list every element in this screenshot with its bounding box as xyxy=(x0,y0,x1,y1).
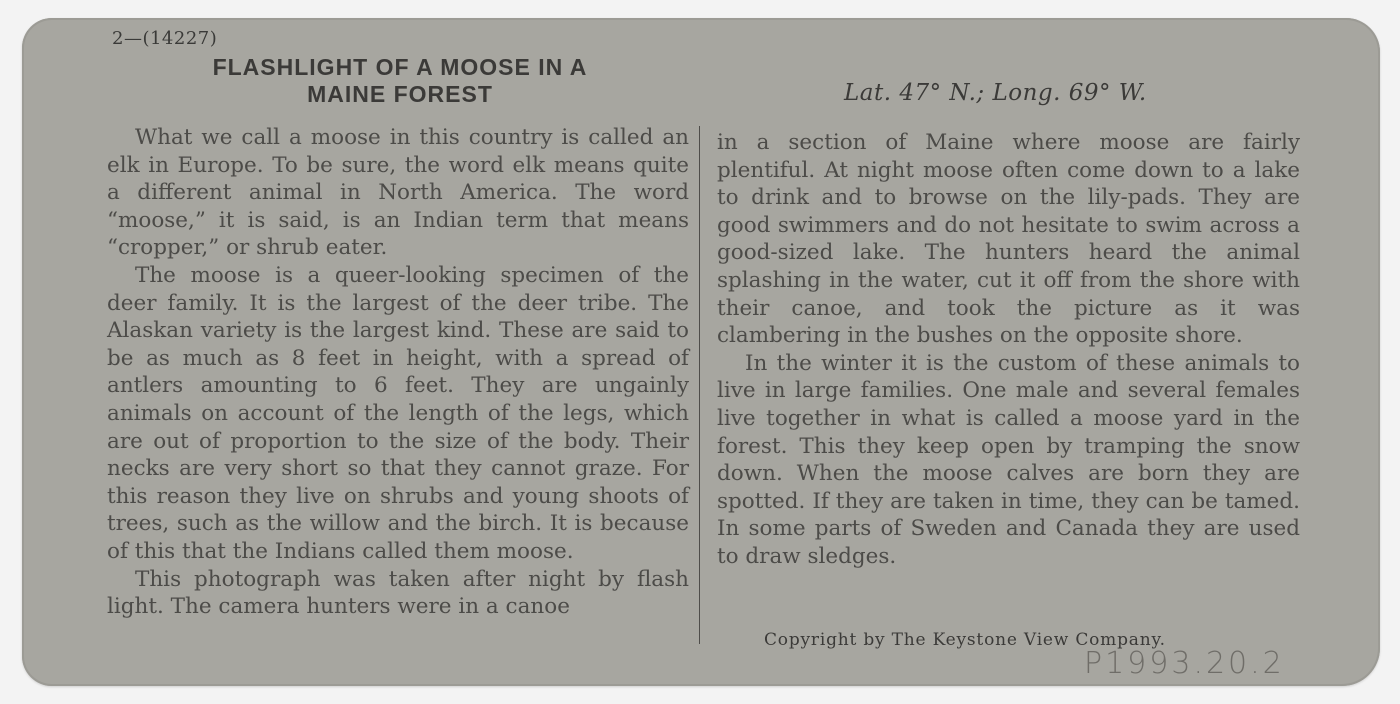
right-paragraph-1: in a section of Maine where moose are fairly plentiful. At night moose often come down to a lake to drink and to browse on the lily-pads. They are good swimmers and do not hesitate to swim across a good-sized lake. The hunters heard the animal splashing in the water, cut it off from the shore with their canoe, and took the picture as it was clambering in the bushes on the opposite shore. xyxy=(717,130,1300,349)
coordinates: Lat. 47° N.; Long. 69° W. xyxy=(844,80,1147,106)
accession-number: P1993.20.2 xyxy=(1084,646,1285,681)
card-title xyxy=(140,54,660,108)
column-divider xyxy=(699,126,700,644)
title-line-2: MAINE FOREST xyxy=(307,81,493,107)
left-paragraph-3: This photograph was taken after night by flash light. The camera hunters were in a canoe xyxy=(107,566,689,620)
right-paragraph-2: In the winter it is the custom of these animals to live in large families. One male and several females live together in what is called a moose yard in the forest. This they keep open by tramping the snow down. When the moose calves are born they are spotted. If they are taken in time, they can be tamed. In some parts of Sweden and Canada they are used to draw sledges. xyxy=(717,350,1300,569)
left-paragraph-2: The moose is a queer-looking specimen of the deer family. It is the largest of the deer tribe. The Alaskan variety is the largest kind. These are said to be as much as 8 feet in height, with a spread of antlers amounting to 6 feet. They are ungainly animals on account of the length of the legs, which are out of proportion to the size of the body. Their necks are very short so that they cannot graze. For this reason they live on shrubs and young shoots of trees, such as the willow and the birch. It is because of this that the Indians called them moose. xyxy=(107,262,689,564)
stereocard-back xyxy=(22,18,1380,686)
right-column xyxy=(717,129,1300,571)
title-line-1: FLASHLIGHT OF A MOOSE IN A xyxy=(212,54,588,80)
left-paragraph-1: What we call a moose in this country is called an elk in Europe. To be sure, the word elk means quite a different animal in North America. The word “moose,” it is said, is an Indian term that means “cropper,” or shrub eater. xyxy=(107,125,689,261)
serial-number: 2—(14227) xyxy=(112,28,218,49)
copyright-line: Copyright by The Keystone View Company. xyxy=(764,630,1166,650)
left-column xyxy=(107,124,689,621)
